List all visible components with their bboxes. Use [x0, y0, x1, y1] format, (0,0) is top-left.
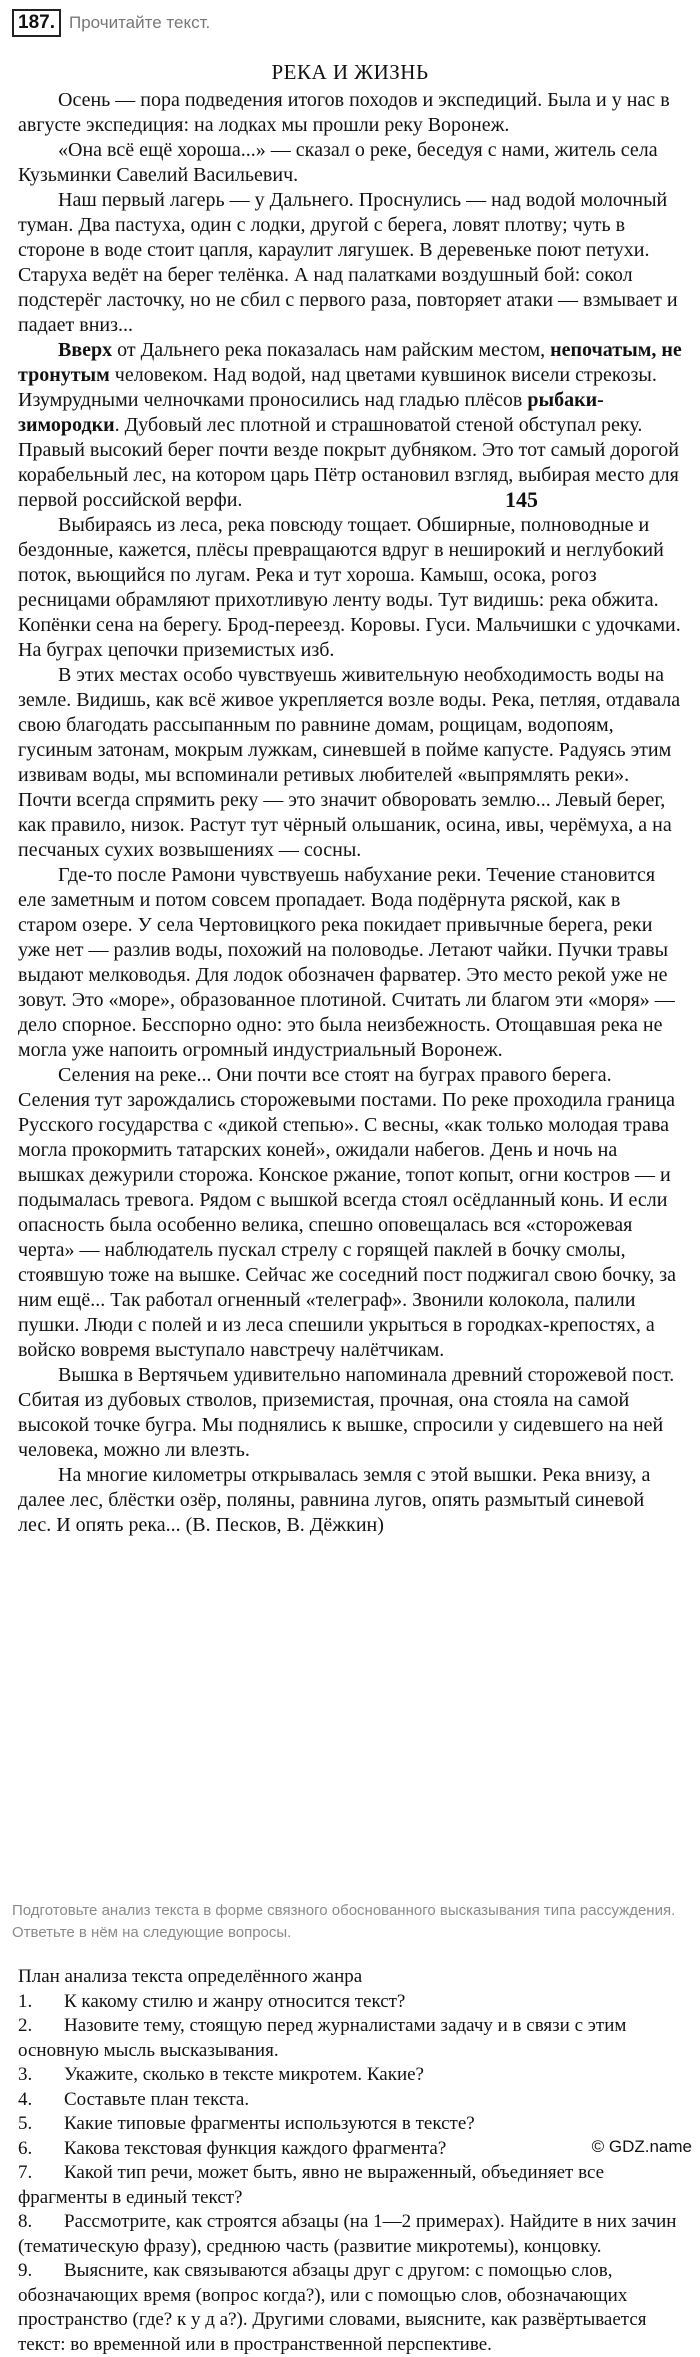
- plan-item-text: Какова текстовая функция каждого фрагмента?: [64, 2138, 446, 2159]
- text-paragraph: [18, 863, 682, 1063]
- text-paragraph: [18, 663, 682, 863]
- text-segment: человеком. Над водой, над цветами кувшинок висели стрекозы. Изумрудными челночками проносились над гладью плёсов: [18, 364, 657, 411]
- plan-item-number: 4.: [18, 2088, 64, 2113]
- text-paragraph: [18, 1363, 682, 1463]
- plan-item-text: Выясните, как связываются абзацы друг с другом: с помощью слов, обозначающих время (вопрос когда?), или с помощью слов, обозначающих пространство (где? к у д а?). Другими словами, выясните, как развёртывается текст: во временной или в пространственной перспективе.: [18, 2260, 647, 2355]
- text-segment: «Она всё ещё хороша...» — сказал о реке, беседуя с нами, житель села Кузьминки Савелий Васильевич.: [18, 139, 658, 186]
- plan-item: [18, 2112, 682, 2137]
- text-segment: Вышка в Вертячьем удивительно напоминала древний сторожевой пост. Сбитая из дубовых стволов, приземистая, прочная, она стояла на самой высокой точке бугра. Мы поднялись к вышке, спросили у сидевшего на ней человека, можно ли влезть.: [18, 1364, 674, 1461]
- task-instruction: Подготовьте анализ текста в форме связного обоснованного высказывания типа рассуждения. Ответьте в нём на следующие вопросы.: [12, 1900, 688, 1944]
- plan-item-number: 5.: [18, 2112, 64, 2137]
- text-segment: На многие километры открывалась земля с этой вышки. Река внизу, а далее лес, блёстки озёр, поляны, равнина лугов, опять размытый синевой лес. И опять река... (В. Песков, В. Дёжкин): [18, 1464, 650, 1536]
- plan-item-number: 8.: [18, 2210, 64, 2235]
- plan-list: [18, 1990, 682, 2357]
- plan-item: [18, 2259, 682, 2357]
- text-paragraph: [18, 1463, 682, 1538]
- text-paragraph: [18, 138, 682, 188]
- exercise-number: 187.: [12, 9, 61, 37]
- plan-title: План анализа текста определённого жанра: [18, 1965, 682, 1990]
- plan-item: [18, 2137, 682, 2162]
- plan-item: [18, 2210, 682, 2259]
- plan-item-number: 7.: [18, 2161, 64, 2186]
- text-title: РЕКА И ЖИЗНЬ: [0, 60, 700, 85]
- plan-item: [18, 2088, 682, 2113]
- watermark-footer: © GDZ.name: [592, 2137, 692, 2157]
- text-segment: Выбираясь из леса, река повсюду тощает. Обширные, полноводные и бездонные, кажется, плёсы превращаются вдруг в неширокий и неглубокий поток, вьющийся по лугам. Река и тут хороша. Камыш, осока, рогоз ресницами обрамляют прихотливую ленту воды. Тут видишь: река обжита. Копёнки сена на берегу. Брод-переезд. Коровы. Гуси. Мальчишки с удочками. На буграх цепочки приземистых изб.: [18, 514, 681, 661]
- text-paragraph: [18, 513, 682, 663]
- text-paragraph: [18, 338, 682, 513]
- plan-item: [18, 2161, 682, 2210]
- bold-segment: Вверх: [58, 339, 112, 361]
- bold-segment: рыбаки-зимородки: [18, 389, 604, 436]
- exercise-header: [12, 8, 210, 38]
- analysis-plan: [18, 1965, 682, 2357]
- plan-item: [18, 2014, 682, 2063]
- text-segment: Осень — пора подведения итогов походов и экспедиций. Была и у нас в августе экспедиция: на лодках мы прошли реку Воронеж.: [18, 89, 670, 136]
- plan-item-number: 1.: [18, 1990, 64, 2015]
- plan-item-number: 2.: [18, 2014, 64, 2039]
- text-paragraph: [18, 188, 682, 338]
- text-paragraph: [18, 1063, 682, 1363]
- text-body: [18, 88, 682, 1538]
- plan-item-number: 3.: [18, 2063, 64, 2088]
- text-segment: . Дубовый лес плотной и страшноватой стеной обступал реку. Правый высокий берег почти везде покрыт дубняком. Это тот самый дорогой корабельный лес, на котором царь Пётр остановил взгляд, выбирая место для первой российской верфи.: [18, 414, 679, 511]
- plan-item-text: Какой тип речи, может быть, явно не выраженный, объединяет все фрагменты в единый текст?: [18, 2162, 604, 2208]
- plan-item-number: 9.: [18, 2259, 64, 2284]
- plan-item-text: Какие типовые фрагменты используются в тексте?: [64, 2113, 475, 2134]
- page-number: 145: [505, 487, 538, 513]
- text-segment: В этих местах особо чувствуешь живительную необходимость воды на земле. Видишь, как всё живое укрепляется возле воды. Река, петляя, отдавала свою благодать рассыпанным по равнине домам, рощицам, водопоям, гусиным затонам, мокрым лужкам, синевшей в пойме капусте. Радуясь этим извивам воды, мы вспоминали ретивых любителей «выпрямлять реки». Почти всегда спрямить реку — это значит обворовать землю... Левый берег, как правило, низок. Растут тут чёрный ольшаник, осина, ивы, черёмуха, а на песчаных сухих возвышениях — сосны.: [18, 664, 680, 861]
- plan-item: [18, 2063, 682, 2088]
- text-segment: Селения на реке... Они почти все стоят на буграх правого берега. Селения тут зарождались сторожевыми постами. По реке проходила граница Русского государства с «дикой степью». С весны, «как только молодая трава могла прокормить татарских коней», ожидали набегов. День и ночь на вышках дежурили сторожа. Конское ржание, топот копыт, огни костров — и подымалась тревога. Рядом с вышкой всегда стоял осёдланный конь. И если опасность была особенно велика, спешно оповещалась вся «сторожевая черта» — наблюдатель пускал стрелу с горящей паклей в бочку смолы, стоявшую тоже на вышке. Сейчас же соседний пост поджигал свою бочку, за ним ещё... Так работал огненный «телеграф». Звонили колокола, палили пушки. Люди с полей и из леса спешили укрыться в городках-крепостях, а войско вовремя выступало навстречу налётчикам.: [18, 1064, 676, 1361]
- plan-item-number: 6.: [18, 2137, 64, 2162]
- plan-item-text: Назовите тему, стоящую перед журналистами задачу и в связи с этим основную мысль высказывания.: [18, 2015, 626, 2061]
- text-paragraph: [18, 88, 682, 138]
- plan-item-text: Рассмотрите, как строятся абзацы (на 1—2 примерах). Найдите в них зачин (тематическую фразу), среднюю часть (развитие микротемы), концовку.: [18, 2211, 676, 2257]
- plan-item-text: Составьте план текста.: [64, 2089, 249, 2110]
- bold-segment: непочатым, не тронутым: [18, 339, 682, 386]
- exercise-instruction: Прочитайте текст.: [69, 13, 210, 33]
- text-segment: от Дальнего река показалась нам райским местом,: [112, 339, 550, 361]
- text-segment: Наш первый лагерь — у Дальнего. Проснулись — над водой молочный туман. Два пастуха, один с лодки, другой с берега, ловят плотву; чуть в стороне в воде стоит цапля, караулит лягушек. В деревеньке поют петухи. Старуха ведёт на берег телёнка. А над палатками воздушный бой: сокол подстерёг ласточку, но не сбил с первого раза, повторяет атаки — взмывает и падает вниз...: [18, 189, 678, 336]
- plan-item-text: К какому стилю и жанру относится текст?: [64, 1991, 405, 2012]
- plan-item-text: Укажите, сколько в тексте микротем. Какие?: [64, 2064, 424, 2085]
- text-segment: Где-то после Рамони чувствуешь набухание реки. Течение становится еле заметным и потом совсем пропадает. Вода подёрнута ряской, как в старом озере. У села Чертовицкого река покидает привычные берега, реки уже нет — разлив воды, похожий на половодье. Летают чайки. Пучки травы выдают мелководья. Для лодок обозначен фарватер. Это место рекой уже не зовут. Это «море», образованное плотиной. Считать ли благом эти «моря» — дело спорное. Бесспорно одно: это была неизбежность. Отощавшая река не могла уже напоить огромный индустриальный Воронеж.: [18, 864, 675, 1061]
- plan-item: [18, 1990, 682, 2015]
